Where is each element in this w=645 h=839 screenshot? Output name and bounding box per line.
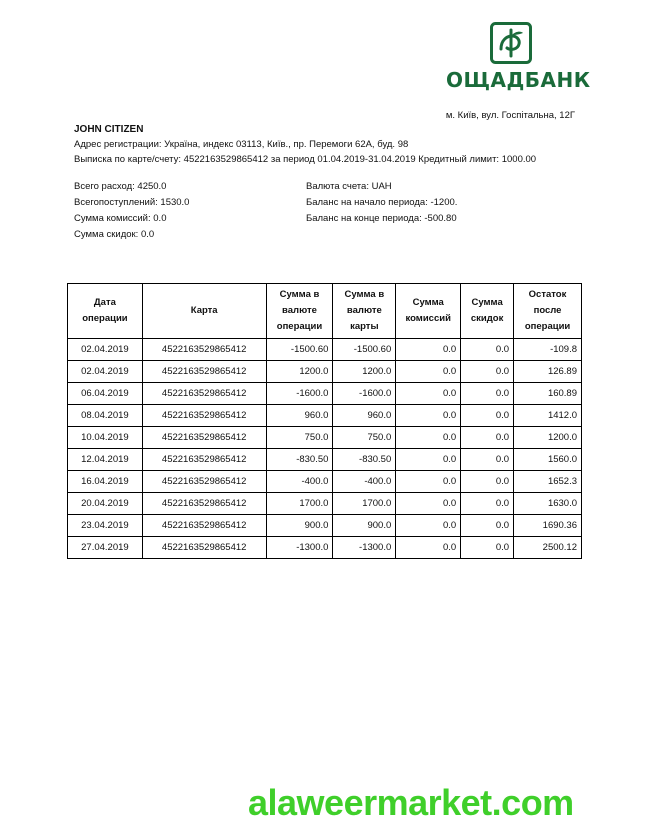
cell-date: 27.04.2019 [68,537,143,559]
summary-currency: Валюта счета: UAH [306,181,392,192]
summary-total-expense: Всего расход: 4250.0 [74,181,167,192]
cell-commission: 0.0 [396,515,461,537]
table-row [68,515,582,537]
cell-amount-card: 1200.0 [333,361,396,383]
cell-balance: 1652.3 [514,471,582,493]
table-row [68,427,582,449]
cell-commission: 0.0 [396,537,461,559]
cell-commission: 0.0 [396,449,461,471]
cell-discount: 0.0 [461,405,514,427]
cell-balance: 1560.0 [514,449,582,471]
client-info [74,122,536,167]
client-name: JOHN CITIZEN [74,124,144,135]
bank-logo [446,22,591,92]
cell-amount-card: -1300.0 [333,537,396,559]
statement-line: Выписка по карте/счету: 4522163529865412 за период 01.04.2019-31.04.2019 Кредитный лимит: 1000.00 [74,154,537,165]
cell-balance: 126.89 [514,361,582,383]
cell-amount-op: 900.0 [266,515,333,537]
cell-card: 4522163529865412 [142,493,266,515]
cell-amount-card: -830.50 [333,449,396,471]
header-commission: Сумма комиссий [396,284,461,339]
cell-commission: 0.0 [396,383,461,405]
watermark-text: alaweermarket.com [248,782,574,823]
cell-date: 08.04.2019 [68,405,143,427]
summary-commissions: Сумма комиссий: 0.0 [74,213,167,224]
table-row [68,537,582,559]
cell-amount-card: 750.0 [333,427,396,449]
cell-amount-op: -400.0 [266,471,333,493]
cell-date: 20.04.2019 [68,493,143,515]
cell-amount-op: -1300.0 [266,537,333,559]
cell-balance: 160.89 [514,383,582,405]
cell-discount: 0.0 [461,383,514,405]
cell-amount-op: 1200.0 [266,361,333,383]
cell-card: 4522163529865412 [142,339,266,361]
operations-table [67,283,582,559]
cell-balance: -109.8 [514,339,582,361]
cell-card: 4522163529865412 [142,537,266,559]
cell-date: 02.04.2019 [68,361,143,383]
header-amount-card-currency: Сумма в валюте карты [333,284,396,339]
table-row [68,339,582,361]
cell-date: 12.04.2019 [68,449,143,471]
cell-discount: 0.0 [461,471,514,493]
header-card: Карта [142,284,266,339]
table-row [68,449,582,471]
table-row [68,361,582,383]
cell-amount-op: 750.0 [266,427,333,449]
cell-discount: 0.0 [461,427,514,449]
header-balance-after: Остаток после операции [514,284,582,339]
cell-commission: 0.0 [396,471,461,493]
header-date: Дата операции [68,284,143,339]
client-address: Адрес регистрации: Україна, индекс 03113, Київ., пр. Перемоги 62А, буд. 98 [74,139,409,150]
cell-commission: 0.0 [396,493,461,515]
table-row [68,383,582,405]
cell-commission: 0.0 [396,339,461,361]
cell-amount-op: 960.0 [266,405,333,427]
cell-amount-card: -1500.60 [333,339,396,361]
cell-amount-op: -1600.0 [266,383,333,405]
cell-date: 06.04.2019 [68,383,143,405]
cell-balance: 1690.36 [514,515,582,537]
cell-date: 02.04.2019 [68,339,143,361]
cell-card: 4522163529865412 [142,383,266,405]
cell-date: 16.04.2019 [68,471,143,493]
oschadbank-emblem-icon [490,22,532,64]
table-row [68,493,582,515]
cell-amount-op: -1500.60 [266,339,333,361]
summary-closing-balance: Баланс на конце периода: -500.80 [306,213,457,224]
table-row [68,405,582,427]
summary-total-income: Всегопоступлений: 1530.0 [74,197,190,208]
summary-left [74,179,189,243]
cell-discount: 0.0 [461,515,514,537]
summary-opening-balance: Баланс на начало периода: -1200. [306,197,458,208]
header-discount: Сумма скидок [461,284,514,339]
bank-address: м. Київ, вул. Госпітальна, 12Г [445,110,575,121]
cell-discount: 0.0 [461,537,514,559]
summary-discounts: Сумма скидок: 0.0 [74,229,155,240]
summary-right [306,179,457,227]
cell-balance: 1412.0 [514,405,582,427]
cell-card: 4522163529865412 [142,405,266,427]
cell-commission: 0.0 [396,427,461,449]
cell-commission: 0.0 [396,405,461,427]
cell-amount-card: -400.0 [333,471,396,493]
cell-amount-op: -830.50 [266,449,333,471]
cell-amount-card: -1600.0 [333,383,396,405]
cell-date: 23.04.2019 [68,515,143,537]
cell-card: 4522163529865412 [142,471,266,493]
cell-card: 4522163529865412 [142,449,266,471]
cell-discount: 0.0 [461,361,514,383]
table-row [68,471,582,493]
cell-amount-card: 1700.0 [333,493,396,515]
cell-discount: 0.0 [461,449,514,471]
cell-card: 4522163529865412 [142,515,266,537]
cell-discount: 0.0 [461,493,514,515]
cell-balance: 1200.0 [514,427,582,449]
cell-amount-op: 1700.0 [266,493,333,515]
cell-date: 10.04.2019 [68,427,143,449]
cell-amount-card: 900.0 [333,515,396,537]
cell-discount: 0.0 [461,339,514,361]
cell-balance: 1630.0 [514,493,582,515]
table-header-row [68,284,582,339]
cell-card: 4522163529865412 [142,427,266,449]
cell-amount-card: 960.0 [333,405,396,427]
header-amount-op-currency: Сумма в валюте операции [266,284,333,339]
cell-commission: 0.0 [396,361,461,383]
cell-balance: 2500.12 [514,537,582,559]
cell-card: 4522163529865412 [142,361,266,383]
bank-name: ОЩАДБАНК [446,68,591,92]
